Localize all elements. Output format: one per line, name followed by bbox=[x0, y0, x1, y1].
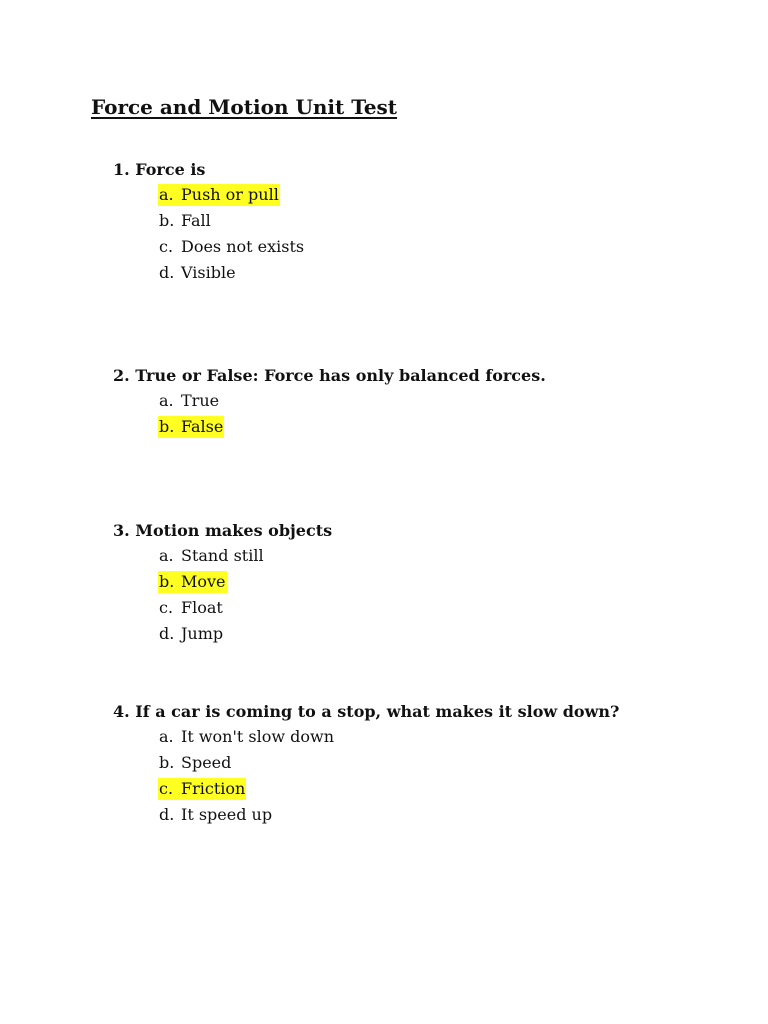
option-4a-highlight bbox=[158, 726, 335, 748]
option-2b-highlight bbox=[158, 416, 224, 438]
option-1c bbox=[158, 234, 305, 260]
option-3d bbox=[158, 621, 265, 647]
option-letter: d. bbox=[159, 263, 175, 282]
option-text: Speed bbox=[181, 753, 232, 772]
option-3b bbox=[158, 569, 265, 595]
option-text: Jump bbox=[181, 624, 224, 643]
option-text: Stand still bbox=[181, 546, 264, 565]
option-2a bbox=[158, 388, 224, 414]
option-text: True bbox=[181, 391, 220, 410]
option-1d-highlight bbox=[158, 262, 237, 284]
question-3-options bbox=[158, 543, 265, 647]
option-letter: d. bbox=[159, 624, 175, 643]
question-2-options bbox=[158, 388, 224, 440]
option-1b-highlight bbox=[158, 210, 212, 232]
option-letter: a. bbox=[159, 391, 174, 410]
option-3c-highlight bbox=[158, 597, 224, 619]
option-letter: c. bbox=[159, 779, 174, 798]
option-1a bbox=[158, 182, 305, 208]
option-text: It speed up bbox=[181, 805, 273, 824]
option-4c bbox=[158, 776, 335, 802]
option-text: Move bbox=[181, 572, 226, 591]
option-text: Push or pull bbox=[181, 185, 279, 204]
option-letter: d. bbox=[159, 805, 175, 824]
option-text: It won't slow down bbox=[181, 727, 334, 746]
option-3a-highlight bbox=[158, 545, 265, 567]
option-4a bbox=[158, 724, 335, 750]
option-2a-highlight bbox=[158, 390, 220, 412]
option-text: False bbox=[181, 417, 224, 436]
option-letter: a. bbox=[159, 185, 174, 204]
option-text: Does not exists bbox=[181, 237, 305, 256]
option-text: Fall bbox=[181, 211, 211, 230]
option-letter: b. bbox=[159, 753, 175, 772]
option-letter: a. bbox=[159, 546, 174, 565]
question-4-options bbox=[158, 724, 335, 828]
option-letter: c. bbox=[159, 598, 174, 617]
option-3c bbox=[158, 595, 265, 621]
option-4c-highlight bbox=[158, 778, 246, 800]
option-text: Friction bbox=[181, 779, 246, 798]
option-1b bbox=[158, 208, 305, 234]
option-text: Float bbox=[181, 598, 223, 617]
question-2-prompt: 2. True or False: Force has only balanced forces. bbox=[113, 366, 546, 385]
page-title: Force and Motion Unit Test bbox=[91, 95, 398, 119]
option-letter: c. bbox=[159, 237, 174, 256]
question-1-options bbox=[158, 182, 305, 286]
option-letter: b. bbox=[159, 572, 175, 591]
question-1-prompt: 1. Force is bbox=[113, 160, 206, 179]
option-1c-highlight bbox=[158, 236, 305, 258]
option-1d bbox=[158, 260, 305, 286]
option-letter: a. bbox=[159, 727, 174, 746]
option-letter: b. bbox=[159, 417, 175, 436]
option-4b bbox=[158, 750, 335, 776]
option-4d bbox=[158, 802, 335, 828]
option-3d-highlight bbox=[158, 623, 224, 645]
option-4b-highlight bbox=[158, 752, 232, 774]
option-letter: b. bbox=[159, 211, 175, 230]
option-1a-highlight bbox=[158, 184, 280, 206]
option-3a bbox=[158, 543, 265, 569]
option-3b-highlight bbox=[158, 571, 227, 593]
question-3-prompt: 3. Motion makes objects bbox=[113, 521, 333, 540]
option-2b bbox=[158, 414, 224, 440]
option-text: Visible bbox=[181, 263, 236, 282]
question-4-prompt: 4. If a car is coming to a stop, what makes it slow down? bbox=[113, 702, 620, 721]
option-4d-highlight bbox=[158, 804, 273, 826]
